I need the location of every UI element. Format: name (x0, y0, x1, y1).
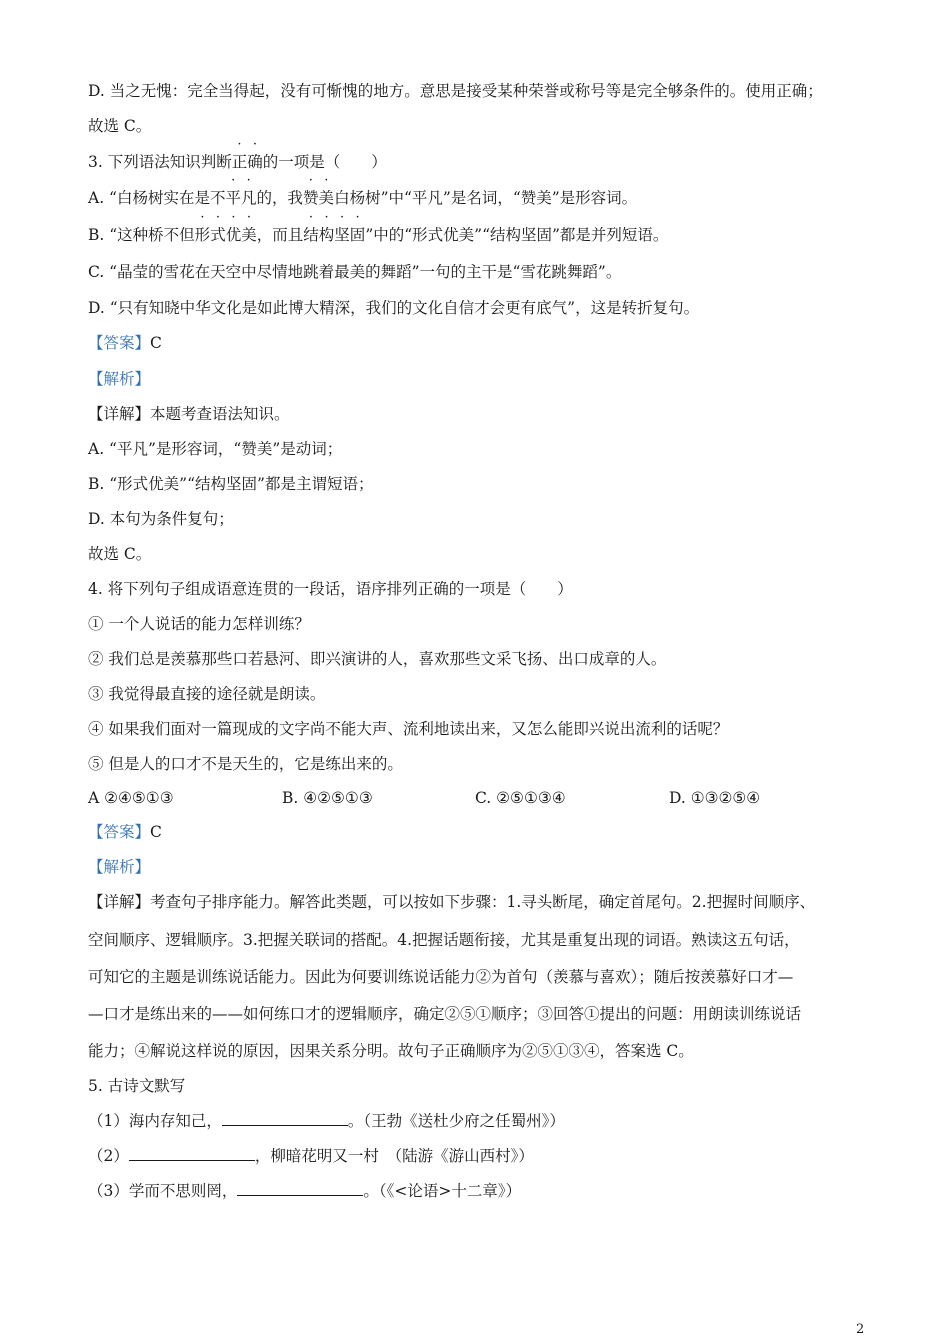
q3-answer (88, 332, 888, 354)
emphasis-char: 凡 (241, 189, 257, 207)
q3-option-a: A. “白杨树实在是不平凡的，我赞美白杨树”中“平凡”是名词，“赞美”是形容词。 (88, 189, 638, 207)
answer-blank[interactable] (129, 1146, 255, 1161)
q3-detail-b: B. “形式优美”“结构坚固”都是主谓短语； (88, 475, 374, 493)
q5-item-3: （3）学而不思则罔， 。（《<论语>十二章》） (88, 1182, 522, 1200)
q4-detail-5: 能力；④解说这样说的原因，因果关系分明。故句子正确顺序为②⑤①③④，答案选 C。 (88, 1042, 694, 1060)
emphasis-char: 固 (349, 226, 366, 244)
q4-stem: 4. 将下列句子组成语意连贯的一段话，语序排列正确的一项是（ ） (88, 580, 573, 598)
q4-analysis-tag: 【解析】 (88, 858, 151, 876)
q3-detail-d: D. 本句为条件复句； (88, 510, 234, 528)
q4-detail-3: 可知它的主题是训练说话能力。因此为何要训练说话能力②为首句（羡慕与喜欢）；随后按羡慕好口才— (88, 968, 794, 986)
emphasis-char: 坚 (334, 226, 350, 244)
q2-option-d-explanation: D. 当之无愧：完全当得起，没有可惭愧的地方。意思是接受某种荣誉或称号等是完全够条件的。使用正确； (88, 82, 823, 100)
q3-analysis-tag: 【解析】 (88, 370, 151, 388)
q4-option-d: D. ①③②⑤④ (669, 789, 761, 807)
emphasis-char: 平 (225, 189, 241, 207)
emphasis-char: 确 (247, 153, 263, 171)
emphasis-char: 赞 (303, 189, 319, 207)
answer-blank[interactable] (237, 1181, 363, 1196)
emphasis-char: 优 (225, 226, 242, 244)
emphasis-char: 美 (241, 226, 257, 244)
emphasis-char: 正 (231, 153, 248, 171)
q4-sentence-5: ⑤ 但是人的口才不是天生的，它是练出来的。 (88, 755, 403, 773)
q2-conclusion: 故选 C。 (88, 117, 152, 135)
emphasis-char: 形 (194, 226, 211, 244)
page-number: 2 (856, 1322, 865, 1337)
answer-tag: 【答案】 (88, 334, 151, 352)
q4-detail-1: 【详解】考查句子排序能力。解答此类题，可以按如下步骤：1.寻头断尾，确定首尾句。2.把握时间顺序、 (88, 893, 816, 911)
q3-conclusion: 故选 C。 (88, 545, 152, 563)
q4-sentence-3: ③ 我觉得最直接的途径就是朗读。 (88, 685, 326, 703)
q5-item-2: （2） ，柳暗花明又一村 （陆游《游山西村》） (88, 1147, 534, 1165)
q3-option-b: B. “这种桥不但形式优美，而且结构坚固”中的“形式优美”“结构坚固”都是并列短语。 (88, 226, 669, 244)
emphasis-char: 美 (318, 189, 335, 207)
q4-sentence-2: ② 我们总是羡慕那些口若悬河、即兴演讲的人，喜欢那些文采飞扬、出口成章的人。 (88, 650, 667, 668)
q4-option-c: C. ②⑤①③④ (475, 789, 566, 807)
q4-detail-2: 空间顺序、逻辑顺序。3.把握关联词的搭配。4.把握话题衔接，尤其是重复出现的词语。熟读这五句话， (88, 931, 800, 949)
q3-detail: 【详解】本题考查语法知识。 (88, 405, 290, 423)
q4-sentence-1: ① 一个人说话的能力怎样训练？ (88, 615, 310, 633)
q3-stem: 3. 下列语法知识判断正确的一项是（ ） (88, 153, 387, 171)
answer-tag: 【答案】 (88, 823, 151, 841)
q5-stem: 5. 古诗文默写 (88, 1077, 186, 1095)
q3-option-c: C. “晶莹的雪花在天空中尽情地跳着最美的舞蹈”一句的主干是“雪花跳舞蹈”。 (88, 263, 622, 281)
q4-option-b: B. ④②⑤①③ (282, 789, 373, 807)
emphasis-char: 式 (210, 226, 226, 244)
emphasis-char: 结 (303, 226, 319, 244)
q4-answer (88, 821, 888, 843)
q4-option-a: A ②④⑤①③ (88, 789, 174, 807)
emphasis-char: 构 (318, 226, 335, 244)
q3-detail-a: A. “平凡”是形容词，“赞美”是动词； (88, 440, 343, 458)
answer-value: C (150, 823, 162, 841)
q3-option-d: D. “只有知晓中华文化是如此博大精深，我们的文化自信才会更有底气”，这是转折复句。 (88, 299, 700, 317)
q4-sentence-4: ④ 如果我们面对一篇现成的文字尚不能大声、流利地读出来，又怎么能即兴说出流利的话呢？ (88, 720, 729, 738)
q5-item-1: （1）海内存知己， 。（王勃《送杜少府之任蜀州》） (88, 1112, 565, 1130)
q4-detail-4: —口才是练出来的——如何练口才的逻辑顺序，确定②⑤①顺序；③回答①提出的问题：用朗读训练说话 (88, 1005, 802, 1023)
answer-value: C (150, 334, 162, 352)
answer-blank[interactable] (222, 1111, 348, 1126)
